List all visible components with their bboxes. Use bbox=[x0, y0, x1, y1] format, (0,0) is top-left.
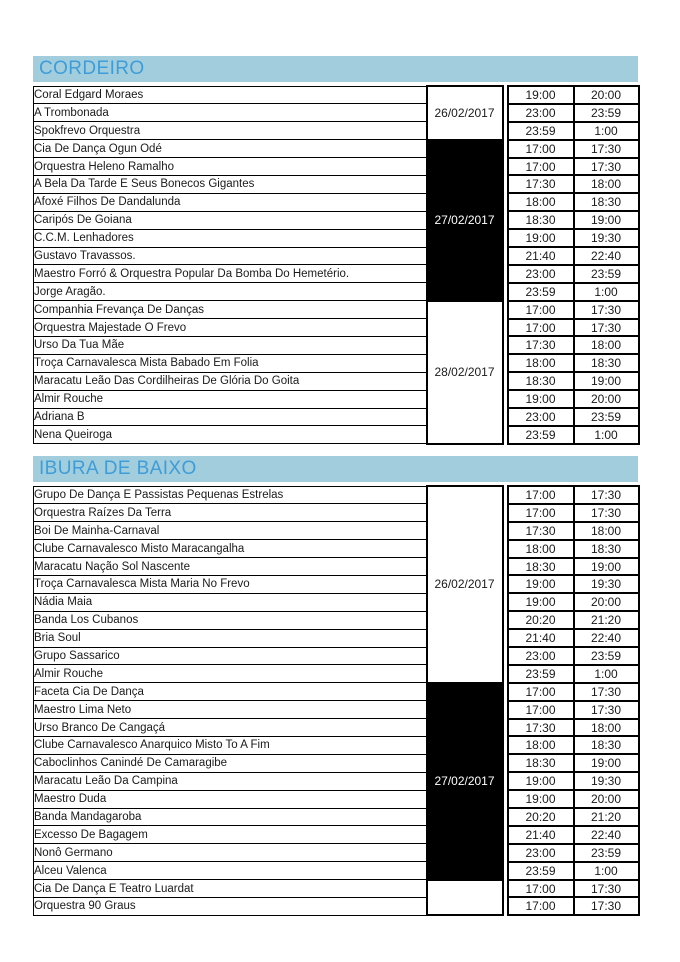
schedule-row bbox=[34, 504, 639, 522]
start-time-cell: 20:20 bbox=[508, 808, 574, 826]
start-time-cell: 18:30 bbox=[508, 558, 574, 576]
start-time-cell: 21:40 bbox=[508, 826, 574, 844]
start-time-cell: 23:59 bbox=[508, 862, 574, 880]
schedule-row bbox=[34, 719, 639, 737]
event-name-cell: Clube Carnavalesco Misto Maracangalha bbox=[34, 540, 427, 558]
end-time-cell: 18:30 bbox=[574, 193, 639, 211]
section-title: CORDEIRO bbox=[39, 58, 145, 79]
section-header-band bbox=[33, 56, 638, 82]
schedule-row bbox=[34, 301, 639, 319]
event-name-cell: Cia De Dança Ogun Odé bbox=[34, 140, 427, 158]
start-time-cell: 18:00 bbox=[508, 354, 574, 372]
event-name-cell: Coral Edgard Moraes bbox=[34, 86, 427, 104]
schedule-row bbox=[34, 790, 639, 808]
event-name-cell: Grupo De Dança E Passistas Pequenas Estrelas bbox=[34, 486, 427, 504]
section-title: IBURA DE BAIXO bbox=[39, 458, 197, 479]
end-time-cell: 17:30 bbox=[574, 504, 639, 522]
end-time-cell: 18:30 bbox=[574, 354, 639, 372]
start-time-cell: 23:59 bbox=[508, 283, 574, 301]
start-time-cell: 21:40 bbox=[508, 629, 574, 647]
end-time-cell: 19:00 bbox=[574, 754, 639, 772]
event-name-cell: Jorge Aragão. bbox=[34, 283, 427, 301]
start-time-cell: 23:59 bbox=[508, 426, 574, 444]
schedule-row bbox=[34, 826, 639, 844]
schedule-row bbox=[34, 122, 639, 140]
start-time-cell: 17:00 bbox=[508, 486, 574, 504]
schedule-row bbox=[34, 390, 639, 408]
start-time-cell: 20:20 bbox=[508, 611, 574, 629]
event-name-cell: Urso Branco De Cangaçá bbox=[34, 719, 427, 737]
schedule-row bbox=[34, 558, 639, 576]
start-time-cell: 18:00 bbox=[508, 193, 574, 211]
schedule-row bbox=[34, 247, 639, 265]
start-time-cell: 17:00 bbox=[508, 158, 574, 176]
end-time-cell: 1:00 bbox=[574, 665, 639, 683]
end-time-cell: 17:30 bbox=[574, 683, 639, 701]
end-time-cell: 17:30 bbox=[574, 486, 639, 504]
event-name-cell: Cia De Dança E Teatro Luardat bbox=[34, 880, 427, 898]
start-time-cell: 23:00 bbox=[508, 844, 574, 862]
event-name-cell: Troça Carnavalesca Mista Maria No Frevo bbox=[34, 575, 427, 593]
event-name-cell: Maracatu Leão Da Campina bbox=[34, 772, 427, 790]
schedule-row bbox=[34, 158, 639, 176]
schedule-row bbox=[34, 683, 639, 701]
section-ibura-de-baixo bbox=[33, 456, 638, 916]
end-time-cell: 23:59 bbox=[574, 408, 639, 426]
schedule-row bbox=[34, 808, 639, 826]
date-cell bbox=[427, 880, 503, 916]
schedule-row bbox=[34, 175, 639, 193]
start-time-cell: 17:30 bbox=[508, 719, 574, 737]
schedule-row bbox=[34, 862, 639, 880]
event-name-cell: Afoxé Filhos De Dandalunda bbox=[34, 193, 427, 211]
start-time-cell: 17:30 bbox=[508, 522, 574, 540]
schedule-row bbox=[34, 736, 639, 754]
event-name-cell: Companhia Frevança De Danças bbox=[34, 301, 427, 319]
end-time-cell: 19:00 bbox=[574, 372, 639, 390]
schedule-row bbox=[34, 372, 639, 390]
section-header-band bbox=[33, 456, 638, 482]
start-time-cell: 23:00 bbox=[508, 647, 574, 665]
end-time-cell: 18:00 bbox=[574, 336, 639, 354]
date-cell: 26/02/2017 bbox=[427, 86, 503, 140]
event-name-cell: Bria Soul bbox=[34, 629, 427, 647]
event-name-cell: Banda Los Cubanos bbox=[34, 611, 427, 629]
end-time-cell: 17:30 bbox=[574, 880, 639, 898]
schedule-row bbox=[34, 629, 639, 647]
schedule-row bbox=[34, 647, 639, 665]
date-cell: 27/02/2017 bbox=[427, 140, 503, 301]
event-name-cell: Maracatu Nação Sol Nascente bbox=[34, 558, 427, 576]
end-time-cell: 18:00 bbox=[574, 522, 639, 540]
event-name-cell: Spokfrevo Orquestra bbox=[34, 122, 427, 140]
end-time-cell: 23:59 bbox=[574, 844, 639, 862]
event-name-cell: Maestro Lima Neto bbox=[34, 701, 427, 719]
end-time-cell: 18:30 bbox=[574, 540, 639, 558]
schedule-row bbox=[34, 701, 639, 719]
end-time-cell: 17:30 bbox=[574, 701, 639, 719]
schedule-row bbox=[34, 193, 639, 211]
end-time-cell: 19:30 bbox=[574, 229, 639, 247]
end-time-cell: 19:00 bbox=[574, 558, 639, 576]
start-time-cell: 23:59 bbox=[508, 665, 574, 683]
schedule-row bbox=[34, 140, 639, 158]
date-cell: 28/02/2017 bbox=[427, 301, 503, 444]
schedule-table bbox=[33, 485, 640, 916]
end-time-cell: 21:20 bbox=[574, 808, 639, 826]
schedule-row bbox=[34, 880, 639, 898]
section-cordeiro bbox=[33, 56, 638, 445]
schedule-row bbox=[34, 897, 639, 915]
start-time-cell: 17:00 bbox=[508, 140, 574, 158]
schedule-row bbox=[34, 426, 639, 444]
end-time-cell: 18:30 bbox=[574, 736, 639, 754]
end-time-cell: 1:00 bbox=[574, 862, 639, 880]
event-name-cell: Orquestra Majestade O Frevo bbox=[34, 319, 427, 337]
start-time-cell: 19:00 bbox=[508, 390, 574, 408]
event-name-cell: Orquestra Raízes Da Terra bbox=[34, 504, 427, 522]
event-name-cell: Gustavo Travassos. bbox=[34, 247, 427, 265]
start-time-cell: 23:00 bbox=[508, 104, 574, 122]
schedule-row bbox=[34, 336, 639, 354]
start-time-cell: 18:00 bbox=[508, 736, 574, 754]
schedule-row bbox=[34, 754, 639, 772]
date-cell: 27/02/2017 bbox=[427, 683, 503, 880]
event-name-cell: C.C.M. Lenhadores bbox=[34, 229, 427, 247]
event-name-cell: Troça Carnavalesca Mista Babado Em Folia bbox=[34, 354, 427, 372]
schedule-row bbox=[34, 408, 639, 426]
event-name-cell: Orquestra 90 Graus bbox=[34, 897, 427, 915]
schedule-row bbox=[34, 319, 639, 337]
event-name-cell: Faceta Cia De Dança bbox=[34, 683, 427, 701]
end-time-cell: 20:00 bbox=[574, 790, 639, 808]
schedule-row bbox=[34, 540, 639, 558]
end-time-cell: 23:59 bbox=[574, 265, 639, 283]
end-time-cell: 23:59 bbox=[574, 647, 639, 665]
schedule-row bbox=[34, 665, 639, 683]
start-time-cell: 19:00 bbox=[508, 575, 574, 593]
schedule-table bbox=[33, 85, 640, 445]
start-time-cell: 23:00 bbox=[508, 265, 574, 283]
event-name-cell: Caripós De Goiana bbox=[34, 211, 427, 229]
schedule-row bbox=[34, 522, 639, 540]
event-name-cell: Almir Rouche bbox=[34, 390, 427, 408]
schedule-row bbox=[34, 486, 639, 504]
end-time-cell: 1:00 bbox=[574, 283, 639, 301]
end-time-cell: 22:40 bbox=[574, 826, 639, 844]
schedule-row bbox=[34, 772, 639, 790]
end-time-cell: 17:30 bbox=[574, 301, 639, 319]
event-name-cell: Almir Rouche bbox=[34, 665, 427, 683]
event-name-cell: Alceu Valenca bbox=[34, 862, 427, 880]
start-time-cell: 19:00 bbox=[508, 772, 574, 790]
start-time-cell: 18:00 bbox=[508, 540, 574, 558]
start-time-cell: 23:59 bbox=[508, 122, 574, 140]
event-name-cell: A Bela Da Tarde E Seus Bonecos Gigantes bbox=[34, 175, 427, 193]
start-time-cell: 19:00 bbox=[508, 229, 574, 247]
end-time-cell: 20:00 bbox=[574, 390, 639, 408]
end-time-cell: 19:30 bbox=[574, 575, 639, 593]
schedule-row bbox=[34, 575, 639, 593]
schedule-row bbox=[34, 593, 639, 611]
schedule-row bbox=[34, 611, 639, 629]
schedule-row bbox=[34, 104, 639, 122]
start-time-cell: 17:00 bbox=[508, 504, 574, 522]
start-time-cell: 17:00 bbox=[508, 319, 574, 337]
start-time-cell: 17:30 bbox=[508, 336, 574, 354]
end-time-cell: 21:20 bbox=[574, 611, 639, 629]
end-time-cell: 19:30 bbox=[574, 772, 639, 790]
start-time-cell: 17:00 bbox=[508, 701, 574, 719]
schedule-row bbox=[34, 844, 639, 862]
start-time-cell: 17:00 bbox=[508, 880, 574, 898]
event-name-cell: Banda Mandagaroba bbox=[34, 808, 427, 826]
schedule-row bbox=[34, 283, 639, 301]
event-name-cell: Maracatu Leão Das Cordilheiras De Glória Do Goita bbox=[34, 372, 427, 390]
start-time-cell: 18:30 bbox=[508, 372, 574, 390]
end-time-cell: 17:30 bbox=[574, 319, 639, 337]
start-time-cell: 17:30 bbox=[508, 175, 574, 193]
date-cell: 26/02/2017 bbox=[427, 486, 503, 683]
event-name-cell: Maestro Duda bbox=[34, 790, 427, 808]
event-name-cell: A Trombonada bbox=[34, 104, 427, 122]
end-time-cell: 18:00 bbox=[574, 175, 639, 193]
event-name-cell: Adriana B bbox=[34, 408, 427, 426]
start-time-cell: 18:30 bbox=[508, 211, 574, 229]
event-name-cell: Nena Queiroga bbox=[34, 426, 427, 444]
event-name-cell: Nádia Maia bbox=[34, 593, 427, 611]
start-time-cell: 23:00 bbox=[508, 408, 574, 426]
event-name-cell: Excesso De Bagagem bbox=[34, 826, 427, 844]
start-time-cell: 18:30 bbox=[508, 754, 574, 772]
schedule-row bbox=[34, 265, 639, 283]
start-time-cell: 17:00 bbox=[508, 897, 574, 915]
event-name-cell: Clube Carnavalesco Anarquico Misto To A Fim bbox=[34, 736, 427, 754]
end-time-cell: 17:30 bbox=[574, 897, 639, 915]
end-time-cell: 17:30 bbox=[574, 140, 639, 158]
schedule-row bbox=[34, 354, 639, 372]
event-name-cell: Maestro Forró & Orquestra Popular Da Bomba Do Hemetério. bbox=[34, 265, 427, 283]
start-time-cell: 19:00 bbox=[508, 593, 574, 611]
event-name-cell: Caboclinhos Canindé De Camaragibe bbox=[34, 754, 427, 772]
start-time-cell: 19:00 bbox=[508, 86, 574, 104]
event-name-cell: Nonô Germano bbox=[34, 844, 427, 862]
end-time-cell: 23:59 bbox=[574, 104, 639, 122]
start-time-cell: 17:00 bbox=[508, 683, 574, 701]
event-name-cell: Grupo Sassarico bbox=[34, 647, 427, 665]
end-time-cell: 22:40 bbox=[574, 629, 639, 647]
end-time-cell: 19:00 bbox=[574, 211, 639, 229]
event-name-cell: Urso Da Tua Mãe bbox=[34, 336, 427, 354]
start-time-cell: 19:00 bbox=[508, 790, 574, 808]
end-time-cell: 20:00 bbox=[574, 593, 639, 611]
end-time-cell: 17:30 bbox=[574, 158, 639, 176]
schedule-row bbox=[34, 86, 639, 104]
schedule-row bbox=[34, 229, 639, 247]
start-time-cell: 17:00 bbox=[508, 301, 574, 319]
end-time-cell: 18:00 bbox=[574, 719, 639, 737]
event-name-cell: Boi De Mainha-Carnaval bbox=[34, 522, 427, 540]
end-time-cell: 1:00 bbox=[574, 122, 639, 140]
event-name-cell: Orquestra Heleno Ramalho bbox=[34, 158, 427, 176]
end-time-cell: 22:40 bbox=[574, 247, 639, 265]
end-time-cell: 1:00 bbox=[574, 426, 639, 444]
start-time-cell: 21:40 bbox=[508, 247, 574, 265]
end-time-cell: 20:00 bbox=[574, 86, 639, 104]
schedule-row bbox=[34, 211, 639, 229]
